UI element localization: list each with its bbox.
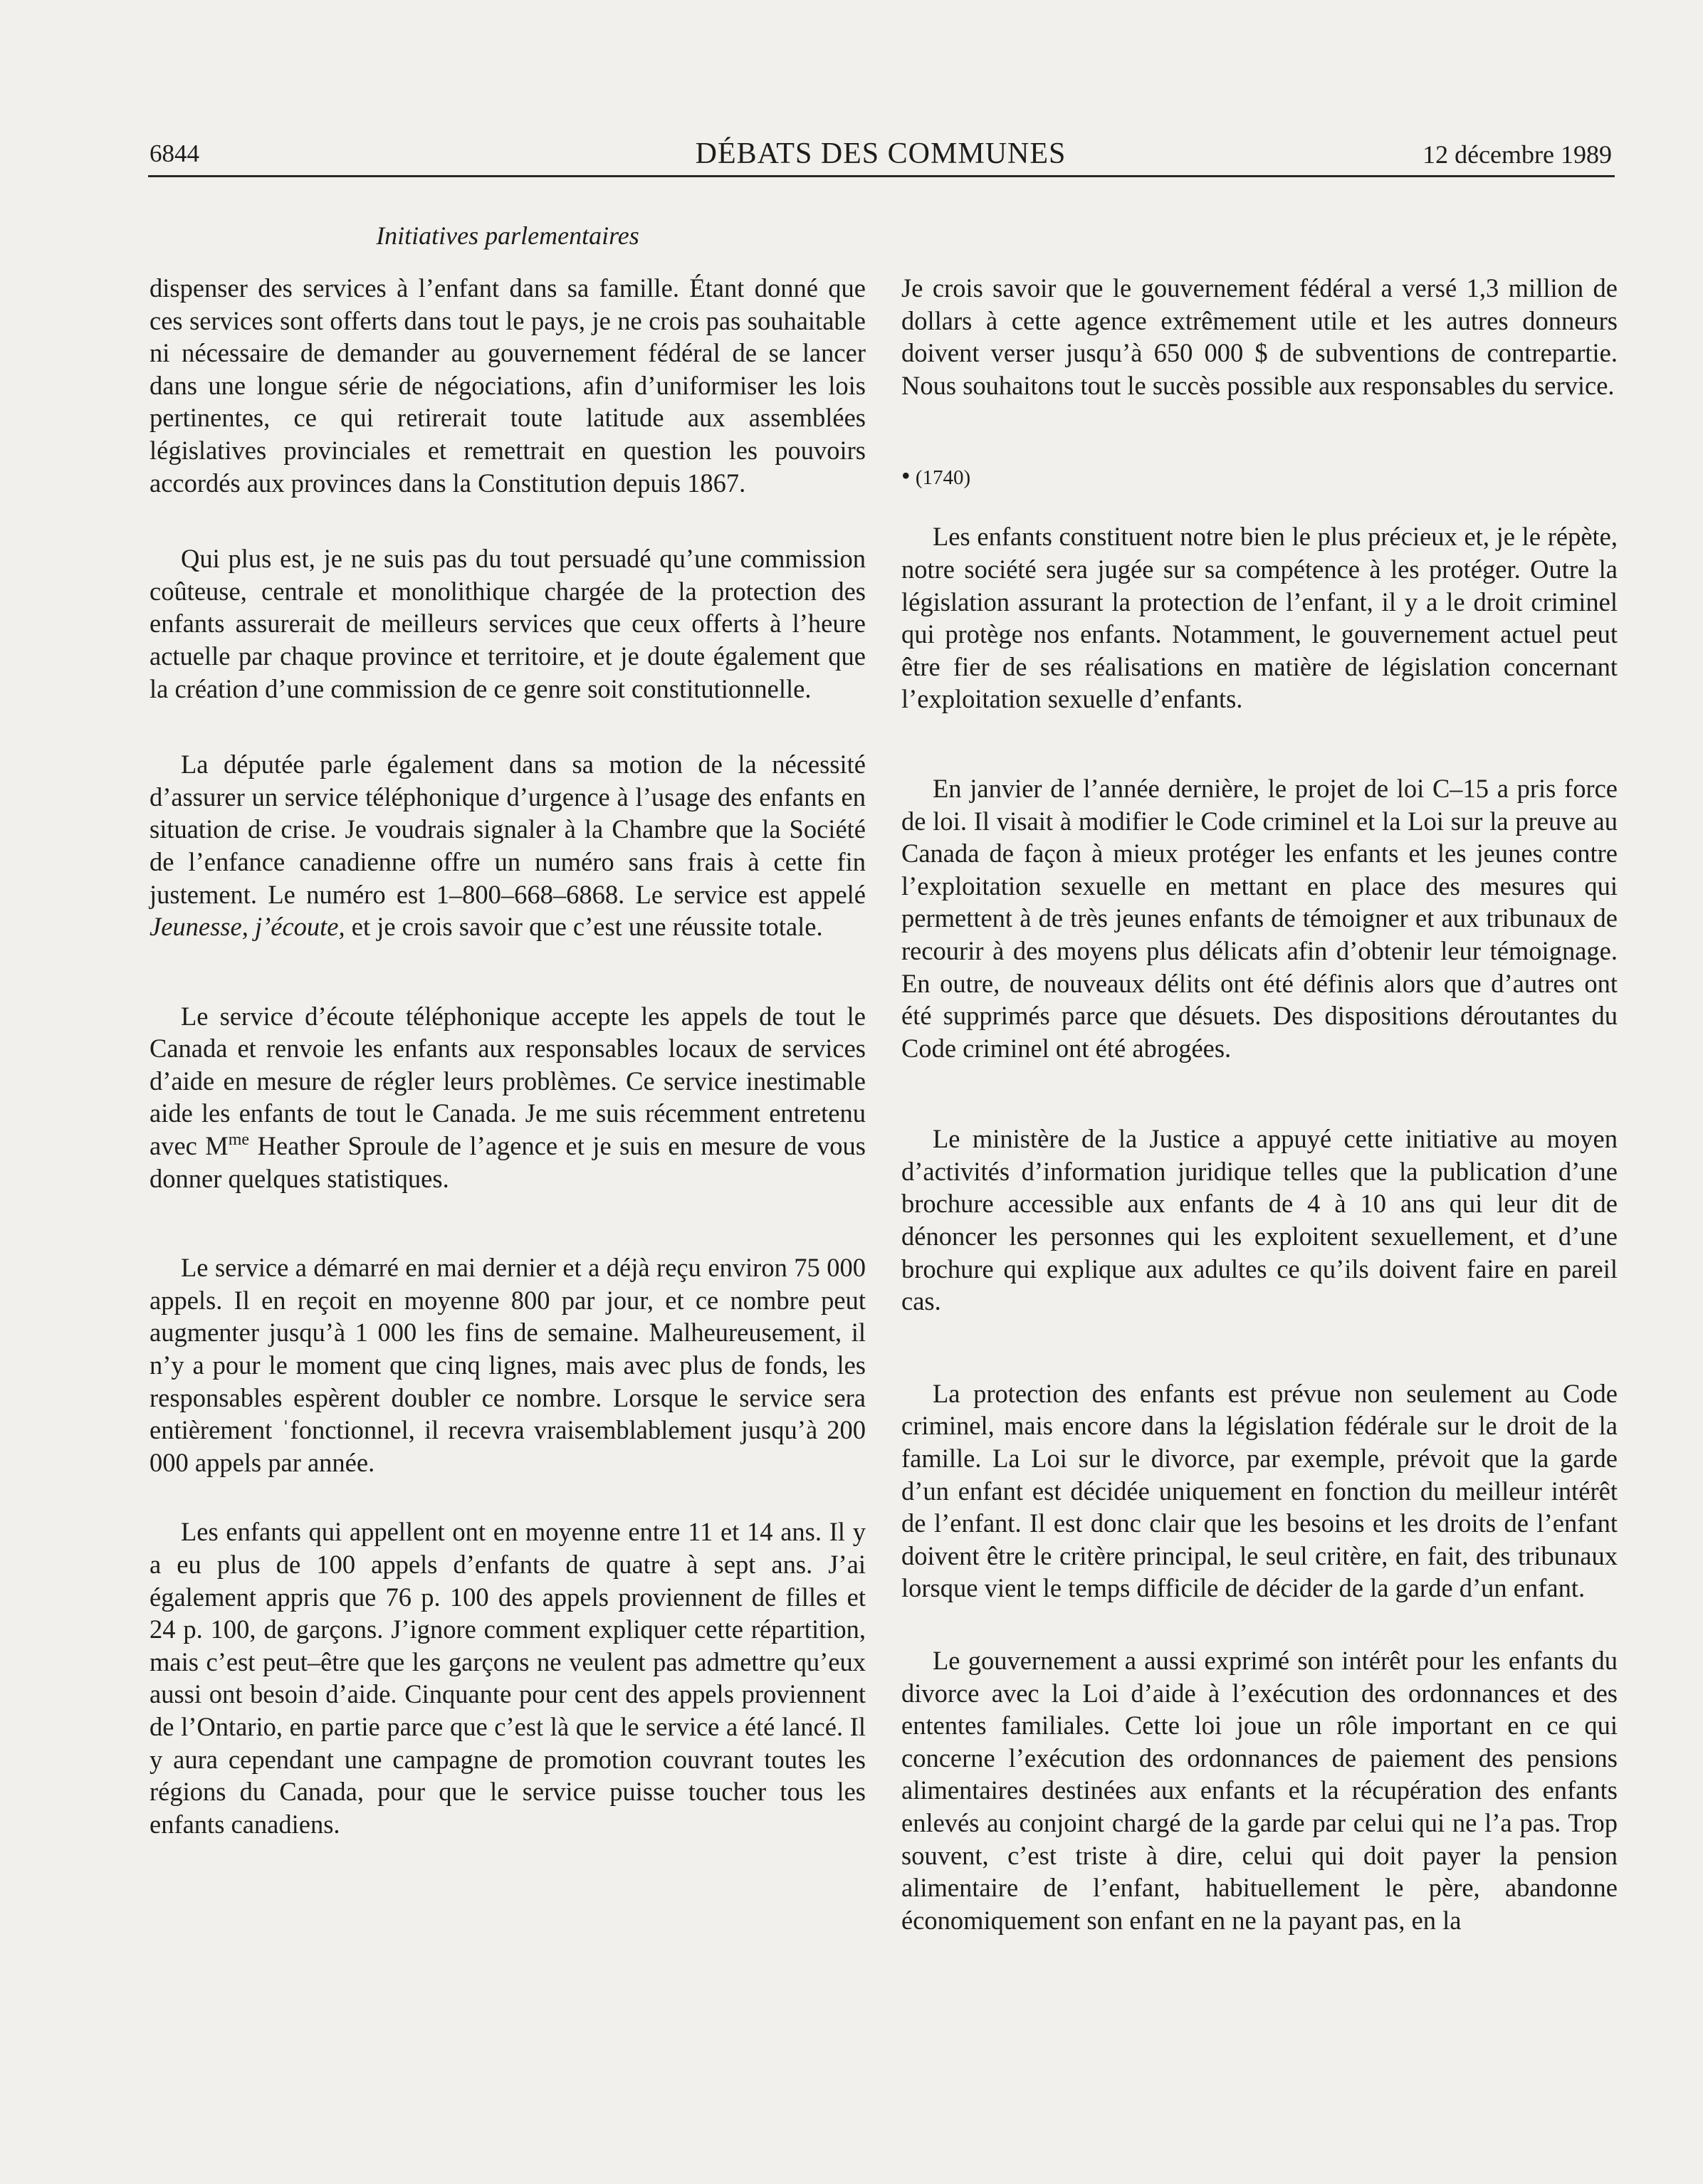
paragraph: Le service a démarré en mai dernier et a déjà reçu environ 75 000 appels. Il en reçoit en moyenne 800 par jour, et ce nombre peut augmenter jusqu’à 1 000 les fins de semaine. Malheureusement, il n’y a pour le moment que cinq lignes, mais avec plus de fonds, les responsables espèrent doubler ce nombre. Lorsque le service sera entièrement ˈfonctionnel, il recevra vraisemblablement jusqu’à 200 000 appels par année.: [150, 1253, 866, 1477]
header-rule: [148, 175, 1615, 177]
paragraph: [150, 1000, 866, 1195]
right-column: [901, 272, 1618, 1936]
paragraph-text: Le service d’écoute téléphonique accepte les appels de tout le Canada et renvoie les enfants aux responsables locaux de services d’aide en mesure de régler leurs problèmes. Ce service inestimable aide les enfants de tout le Canada. Je me suis récemment entretenu avec M: [150, 1001, 866, 1161]
paragraph: En janvier de l’année dernière, le projet de loi C–15 a pris force de loi. Il visait à modifier le Code criminel et la Loi sur la preuve au Canada de façon à mieux protéger les enfants et les jeunes contre l’exploitation sexuelle en mettant en place des mesures qui permettent à de très jeunes enfants de témoigner et aux tribunaux de recourir à des moyens plus délicats afin d’obtenir leur témoignage. En outre, de nouveaux délits ont été définis alors que d’autres ont été supprimés parce que désuets. Des dispositions déroutantes du Code criminel ont été abrogées.: [901, 773, 1618, 1063]
service-name: Jeunesse, j’écoute,: [150, 912, 345, 942]
publication-title: DÉBATS DES COMMUNES: [695, 137, 1067, 170]
paragraph: Les enfants qui appellent ont en moyenne entre 11 et 14 ans. Il y a eu plus de 100 appels d’enfants de quatre à sept ans. J’ai également appris que 76 p. 100 des appels proviennent de filles et 24 p. 100, de garçons. J’ignore comment expliquer cette répartition, mais c’est peut–être que les garçons ne veulent pas admettre qu’eux aussi ont besoin d’aide. Cinquante pour cent des appels proviennent de l’Ontario, en partie parce que c’est là que le service a été lancé. Il y aura cependant une campagne de promotion couvrant toutes les régions du Canada, pour que le service puisse toucher tous les enfants canadiens.: [150, 1517, 866, 1839]
left-column: [150, 272, 866, 1840]
paragraph: Je crois savoir que le gouvernement fédéral a versé 1,3 million de dollars à cette agence extrêmement utile et les autres donneurs doivent verser jusqu’à 650 000 $ de subventions de contrepartie. Nous souhaitons tout le succès possible aux responsables du service.: [901, 273, 1618, 400]
paragraph: Qui plus est, je ne suis pas du tout persuadé qu’une commission coûteuse, centrale et monolithique chargée de la protection des enfants assurerait de meilleurs services que ceux offerts à l’heure actuelle par chaque province et territoire, et je doute également que la création d’une commission de ce genre soit constitutionnelle.: [150, 544, 866, 703]
paragraph: Le gouvernement a aussi exprimé son intérêt pour les enfants du divorce avec la Loi d’aide à l’exécution des ordonnances et des ententes familiales. Cette loi joue un rôle important en ce qui concerne l’exécution des ordonnances de paiement des pensions alimentaires destinées aux enfants et la récupération des enfants enlevés au conjoint chargé de la garde par celui qui ne l’a pas. Trop souvent, c’est triste à dire, celui qui doit payer la pension alimentaire de l’enfant, habituellement le père, abandonne économiquement son enfant en ne la payant pas, en la: [901, 1646, 1618, 1935]
page-number: 6844: [150, 140, 199, 167]
time-marker-text: (1740): [915, 466, 971, 490]
publication-date: 12 décembre 1989: [1422, 140, 1612, 169]
paragraph-text: et je crois savoir que c’est une réussite totale.: [351, 912, 823, 942]
bullet-icon: •: [901, 461, 911, 490]
honorific-superscript: me: [228, 1130, 250, 1150]
paragraph: Le ministère de la Justice a appuyé cette initiative au moyen d’activités d’information juridique telles que la publication d’une brochure accessible aux enfants de 4 à 10 ans qui leur dit de dénoncer les personnes qui les exploitent sexuellement, et d’une brochure qui explique aux adultes ce qu’ils doivent faire en pareil cas.: [901, 1124, 1618, 1316]
section-heading: Initiatives parlementaires: [376, 221, 639, 250]
paragraph: Les enfants constituent notre bien le plus précieux et, je le répète, notre société sera jugée sur sa compétence à les protéger. Outre la législation assurant la protection de l’enfant, il y a le droit criminel qui protège nos enfants. Notamment, le gouvernement actuel peut être fier de ses réalisations en matière de législation concernant l’exploitation sexuelle d’enfants.: [901, 522, 1618, 714]
paragraph-text: La députée parle également dans sa motion de la nécessité d’assurer un service téléphonique d’urgence à l’usage des enfants en situation de crise. Je voudrais signaler à la Chambre que la Société de l’enfance canadienne offre un numéro sans frais à cette fin justement. Le numéro est 1–800–668–6868. Le service est appelé: [150, 750, 866, 909]
paragraph-text: Heather Sproule de l’agence et je suis en mesure de vous donner quelques statistiques.: [150, 1131, 866, 1193]
paragraph: dispenser des services à l’enfant dans sa famille. Étant donné que ces services sont offerts dans tout le pays, je ne crois pas souhaitable ni nécessaire de demander au gouvernement fédéral de se lancer dans une longue série de négociations, afin d’uniformiser les lois pertinentes, ce qui retirerait toute latitude aux assemblées législatives provinciales et remettrait en question les pouvoirs accordés aux provinces dans la Constitution depuis 1867.: [150, 273, 866, 498]
time-marker: [901, 461, 1618, 492]
page-header: [150, 137, 1612, 177]
paragraph: [150, 748, 866, 943]
paragraph: La protection des enfants est prévue non seulement au Code criminel, mais encore dans la législation fédérale sur le droit de la famille. La Loi sur le divorce, par exemple, prévoit que la garde d’un enfant est décidée uniquement en fonction du meilleur intérêt de l’enfant. Il est donc clair que les besoins et les droits de l’enfant doivent être le critère principal, le seul critère, en fait, des tribunaux lorsque vient le temps difficile de décider de la garde d’un enfant.: [901, 1378, 1618, 1603]
